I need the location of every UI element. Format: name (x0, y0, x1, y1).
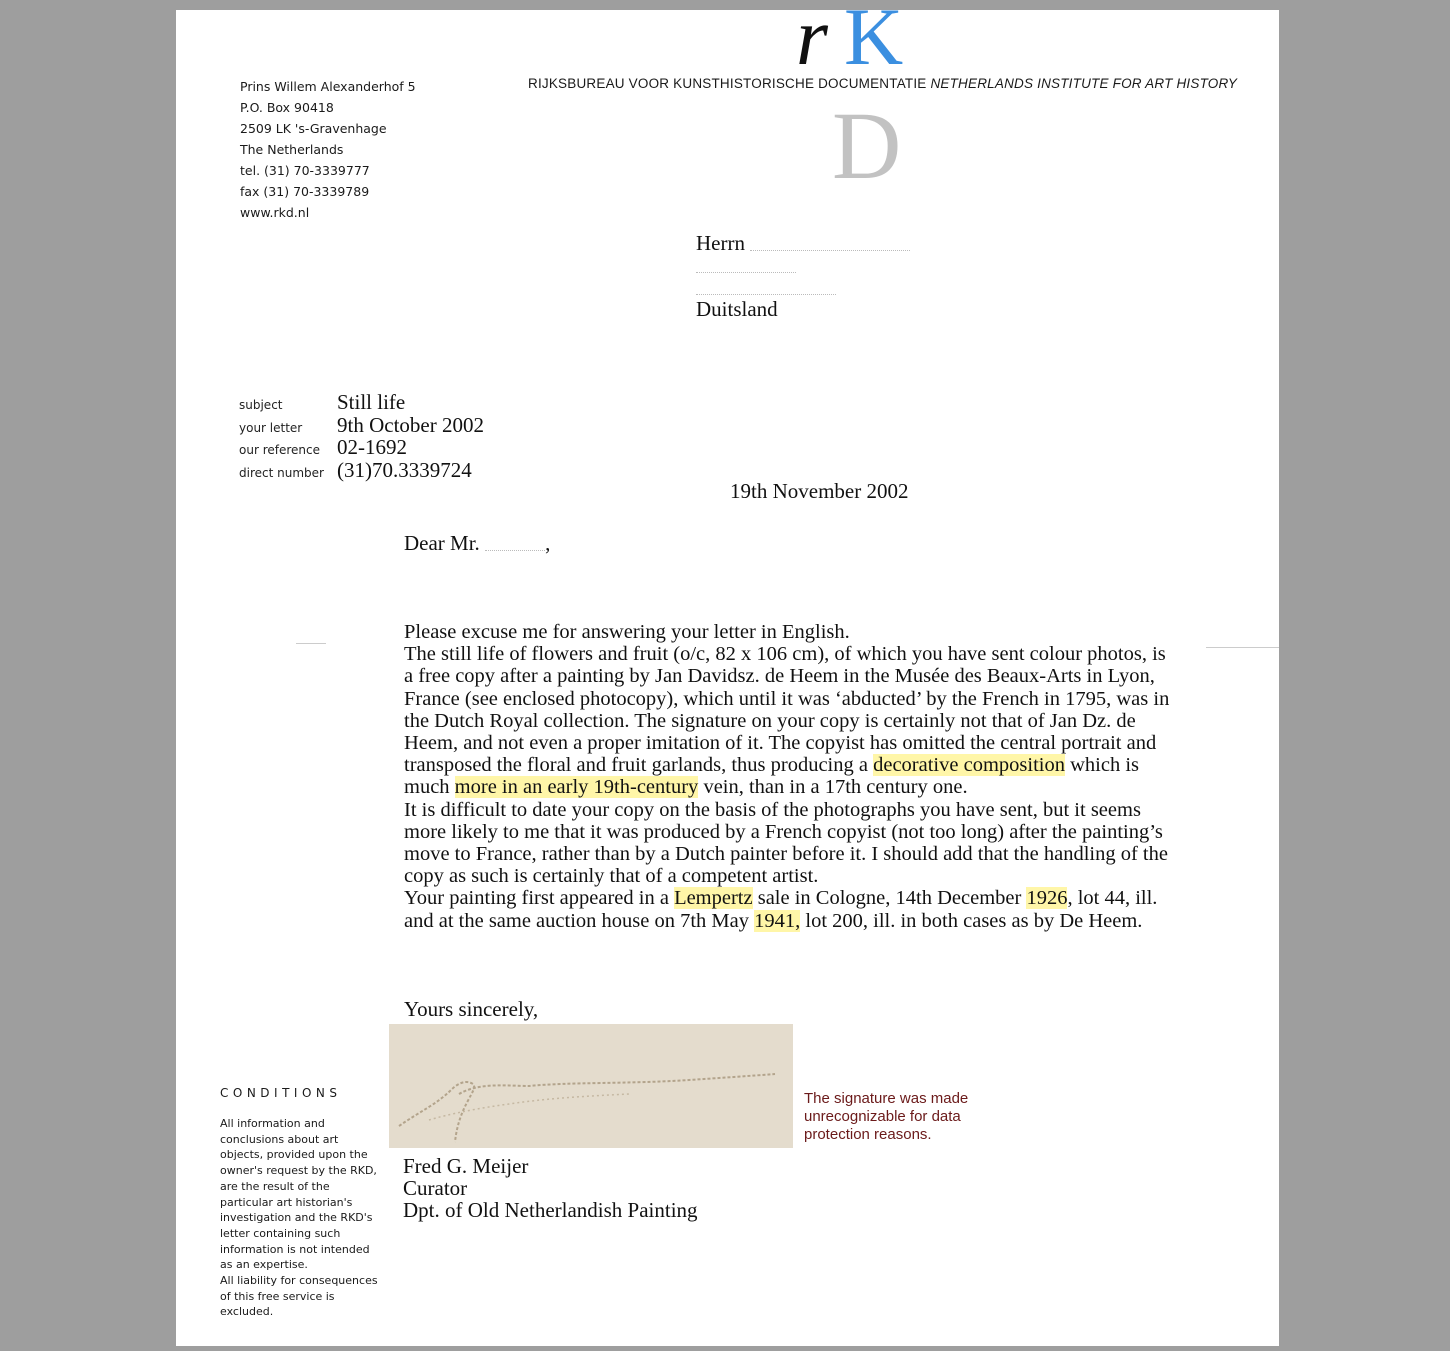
fold-mark (296, 643, 326, 644)
meta-row (239, 458, 484, 481)
address-line: P.O. Box 90418 (240, 100, 334, 115)
meta-row (239, 435, 484, 458)
meta-value: (31)70.3339724 (337, 457, 472, 482)
body-text: Your painting first appeared in a (404, 887, 675, 910)
meta-value: 02-1692 (337, 435, 407, 459)
signer-title: Curator (403, 1176, 468, 1200)
redacted-name (750, 240, 910, 251)
letter-page (176, 0, 1279, 1346)
body-text: , lot 44, ill. and at the same auction house on 7th May (404, 887, 1158, 932)
redacted-city (696, 284, 836, 295)
body-text: which is much (404, 754, 1139, 799)
address-line: www.rkd.nl (240, 205, 310, 220)
meta-label: your letter (239, 420, 303, 435)
logo-r: r (796, 0, 828, 82)
recipient-country: Duitsland (696, 297, 778, 321)
institute-name (528, 76, 1237, 91)
highlighted-text: more in an early 19th-century (454, 776, 699, 799)
conditions-paragraph: All liability for consequences of this free service is excluded. (220, 1274, 378, 1319)
address-line: Prins Willem Alexanderhof 5 (240, 79, 416, 94)
body-paragraph: Please excuse me for answering your letter in English. (404, 621, 850, 643)
institute-dutch: RIJKSBUREAU VOOR KUNSTHISTORISCHE DOCUMENTATIE (528, 76, 927, 91)
reference-block (239, 390, 484, 480)
body-text: lot 200, ill. in both cases as by De Heem. (800, 909, 1143, 932)
body-paragraph (404, 643, 1174, 798)
conditions-paragraph: All information and conclusions about art objects, provided upon the owner's request by the RKD, are the result of the particular art historian's investigation and the RKD's letter containing such information is not intended as an expertise. (220, 1117, 377, 1272)
conditions-title: CONDITIONS (220, 1086, 342, 1100)
greeting-text: Dear Mr. (404, 531, 480, 555)
redacted-street (696, 262, 796, 273)
recipient-block (696, 232, 910, 320)
meta-label: direct number (239, 465, 324, 480)
address-line: 2509 LK 's-Gravenhage (240, 121, 387, 136)
redacted-surname (485, 540, 545, 551)
highlighted-text: 1926 (1026, 887, 1068, 910)
conditions-text (220, 1116, 380, 1320)
highlighted-text: 1941, (754, 909, 801, 932)
meta-row (239, 413, 484, 436)
highlighted-text: decorative composition (873, 754, 1065, 777)
signer-name: Fred G. Meijer (403, 1154, 529, 1178)
signer-department: Dpt. of Old Netherlandish Painting (403, 1198, 698, 1222)
body-text: The still life of flowers and fruit (o/c, 82 x 106 cm), of which you have sent colour photos, is a free copy after a painting by Jan Davidsz. de Heem in the Musée des Beaux-Arts in Lyon, France (see enclosed photocopy), which until it was ‘abducted’ by the French in 1795, was in the Dutch Royal collection. The signature on your copy is certainly not that of Jan Dz. de Heem, and not even a proper imitation of it. The copyist has omitted the central portrait and transposed the floral and fruit garlands, thus producing a (404, 643, 1170, 777)
address-line: The Netherlands (240, 142, 344, 157)
fold-mark (1206, 647, 1279, 648)
letter-body (404, 621, 1174, 932)
closing: Yours sincerely, (404, 997, 539, 1021)
recipient-salutation: Herrn (696, 231, 745, 255)
institute-english: NETHERLANDS INSTITUTE FOR ART HISTORY (930, 76, 1238, 91)
signer-block (403, 1155, 698, 1221)
meta-value: Still life (337, 390, 406, 414)
rkd-logo (796, 0, 916, 82)
obscured-signature (389, 1024, 793, 1148)
address-line: tel. (31) 70-3339777 (240, 163, 370, 178)
meta-row (239, 390, 484, 413)
body-paragraph: It is difficult to date your copy on the basis of the photographs you have sent, but it seems more likely to me that it was produced by a French copyist (not too long) after the painting’s move to France, rather than by a Dutch painter before it. I should add that the handling of the copy as such is certainly that of a competent artist. (404, 798, 1168, 888)
meta-label: subject (239, 398, 283, 412)
body-text: vein, than in a 17th century one. (698, 776, 968, 799)
signature-note: The signature was made unrecognizable for data protection reasons. (804, 1090, 969, 1143)
meta-value: 9th October 2002 (337, 412, 484, 437)
logo-d: D (832, 92, 902, 199)
meta-label: our reference (239, 443, 320, 457)
sender-address (240, 76, 416, 223)
body-text: sale in Cologne, 14th December (752, 887, 1027, 910)
body-paragraph (404, 887, 1174, 931)
greeting: Dear Mr. , (404, 531, 551, 555)
highlighted-text: Lempertz (674, 887, 753, 910)
letter-date: 19th November 2002 (730, 479, 909, 503)
logo-k: K (844, 0, 904, 82)
signature-scribble (389, 1024, 793, 1148)
address-line: fax (31) 70-3339789 (240, 184, 370, 199)
